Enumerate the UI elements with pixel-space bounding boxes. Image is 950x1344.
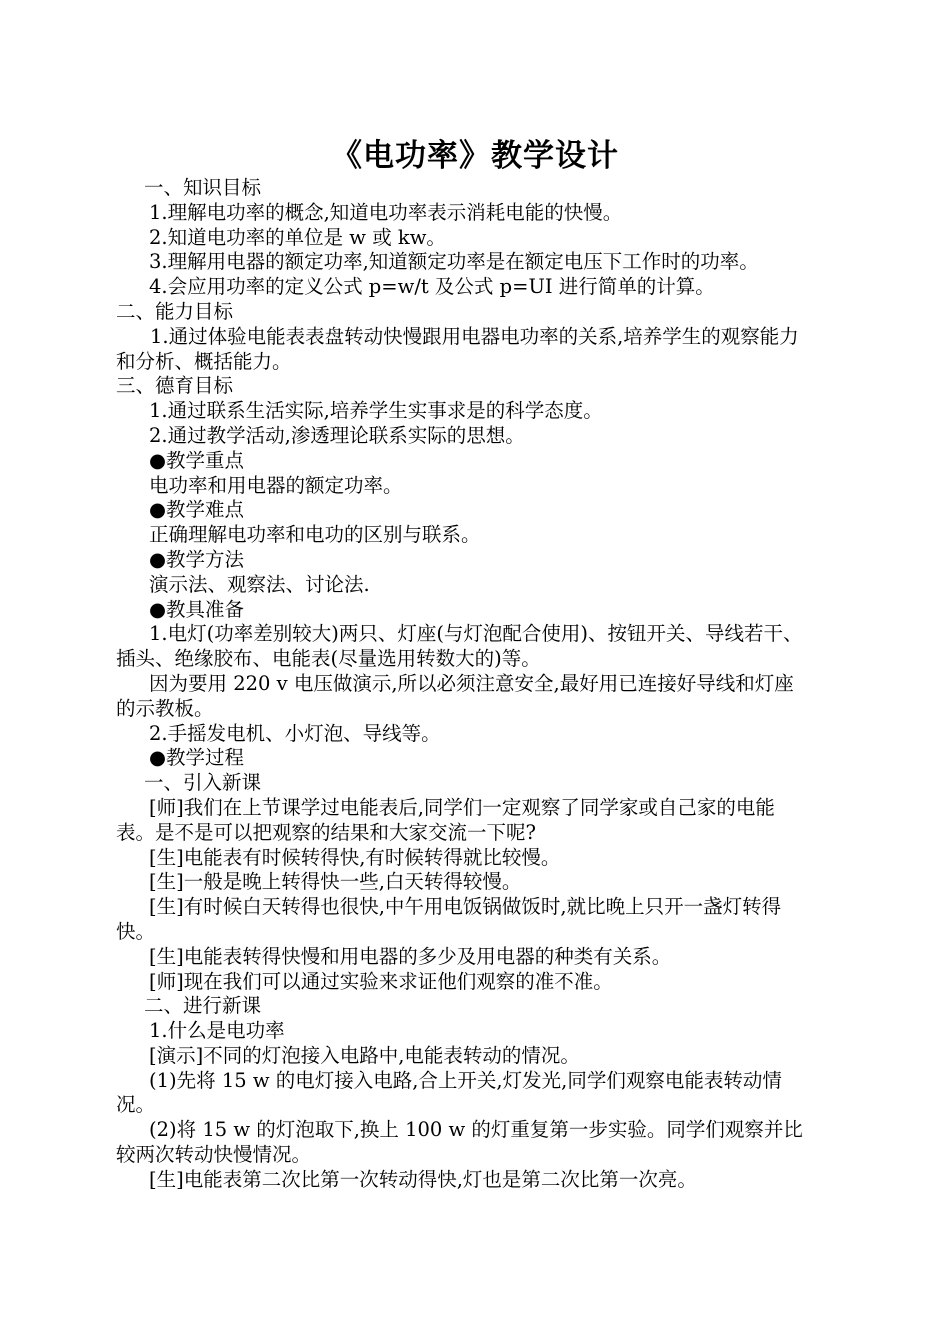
paragraph: 1.电灯(功率差别较大)两只、灯座(与灯泡配合使用)、按钮开关、导线若干、插头、绝缘胶布、电能表(尽量选用转数大的)等。: [116, 622, 803, 671]
paragraph: 一、知识目标: [144, 176, 262, 199]
paragraph: 1.通过联系生活实际,培养学生实事求是的科学态度。: [149, 399, 603, 423]
paragraph: 二、进行新课: [144, 994, 262, 1018]
paragraph: ●教学重点: [149, 448, 245, 472]
paragraph: [生]电能表有时候转得快,有时候转得就比较慢。: [149, 845, 561, 869]
paragraph: 1.什么是电功率: [149, 1019, 285, 1043]
paragraph: 2.手摇发电机、小灯泡、导线等。: [149, 721, 441, 745]
paragraph: [生]有时候白天转得也很快,中午用电饭锅做饭时,就比晚上只开一盏灯转得快。: [116, 895, 782, 943]
paragraph: [生]电能表第二次比第一次转动得快,灯也是第二次比第一次亮。: [149, 1167, 697, 1191]
paragraph: 演示法、观察法、讨论法.: [149, 572, 370, 596]
paragraph: 1.理解电功率的概念,知道电功率表示消耗电能的快慢。: [149, 200, 623, 224]
paragraph: 三、德育目标: [116, 374, 234, 398]
paragraph: (1)先将 15 w 的电灯接入电路,合上开关,灯发光,同学们观察电能表转动情况。: [116, 1068, 782, 1117]
paragraph: [生]电能表转得快慢和用电器的多少及用电器的种类有关系。: [149, 944, 672, 968]
paragraph: [师]我们在上节课学过电能表后,同学们一定观察了同学家或自己家的电能表。是不是可以把观察的结果和大家交流一下呢?: [116, 795, 775, 844]
paragraph: [师]现在我们可以通过实验来求证他们观察的准不准。: [149, 969, 613, 993]
paragraph: (2)将 15 w 的灯泡取下,换上 100 w 的灯重复第一步实验。同学们观察并比较两次转动快慢情况。: [116, 1118, 803, 1167]
paragraph: [生]一般是晚上转得快一些,白天转得较慢。: [149, 870, 522, 894]
paragraph: ●教学方法: [149, 547, 245, 571]
paragraph: 2.知道电功率的单位是 w 或 kw。: [149, 225, 446, 249]
paragraph: 二、能力目标: [116, 299, 234, 323]
document-title: 《电功率》教学设计: [331, 138, 619, 174]
paragraph: 4.会应用功率的定义公式 p=w/t 及公式 p=UI 进行简单的计算。: [149, 275, 715, 299]
paragraph: 电功率和用电器的额定功率。: [149, 473, 403, 497]
paragraph: 因为要用 220 v 电压做演示,所以必须注意安全,最好用已连接好导线和灯座的示教板。: [116, 671, 794, 720]
paragraph: 3.理解用电器的额定功率,知道额定功率是在额定电压下工作时的功率。: [149, 250, 759, 274]
paragraph: ●教学过程: [149, 746, 245, 770]
paragraph: 正确理解电功率和电功的区别与联系。: [149, 523, 481, 547]
document-body: [116, 176, 806, 1193]
paragraph: 2.通过教学活动,渗透理论联系实际的思想。: [149, 423, 525, 447]
paragraph: [演示]不同的灯泡接入电路中,电能表转动的情况。: [149, 1043, 580, 1067]
paragraph: 1.通过体验电能表表盘转动快慢跟用电器电功率的关系,培养学生的观察能力和分析、概括能力。: [116, 324, 799, 373]
paragraph: ●教学难点: [149, 498, 245, 522]
paragraph: ●教具准备: [149, 597, 245, 621]
paragraph: 一、引入新课: [144, 771, 262, 795]
